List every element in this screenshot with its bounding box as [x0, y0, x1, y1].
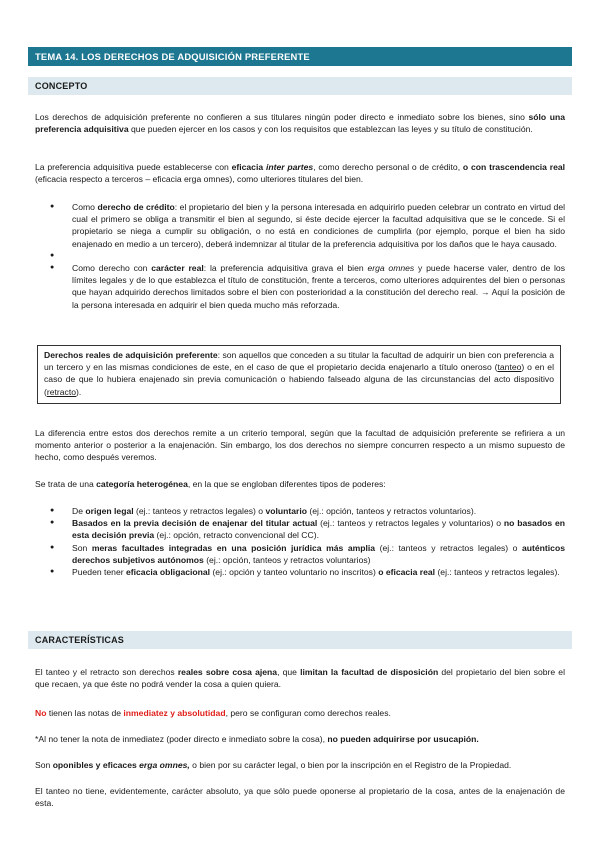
- text-run: ) o en el caso de que lo hubiera enajenado sin previa comunicación o habiendo falseado alguna de las circunstancias del acto dispositivo (: [44, 362, 554, 397]
- text-run: Como derecho con: [72, 263, 152, 274]
- text-run: ).: [76, 386, 82, 397]
- text-run: : la preferencia adquisitiva grava el bien: [203, 263, 368, 274]
- text-run: (ej.: opción, tanteos y retractos voluntarios): [203, 554, 371, 565]
- italic-run: erga omnes: [367, 263, 415, 274]
- text-run: : el propietario del bien y la persona interesada en adquirirlo pueden celebrar un contrato en virtud del cual el primero se obliga a transmitir el bien al segundo, si éste decide ejercer la facultad adquisitiva que se le concede. Si el propietario se niega a cumplir su obligación, o no está en condiciones de cumplirla (por ejemplo, porque el bien ha sido enajenado en medio a un tercero), deberá indemnizar al titular de la preferencia adquisitiva por los daños que le haya causado.: [72, 202, 566, 249]
- text-run: , como derecho personal o de crédito,: [313, 162, 463, 172]
- bold-run: categoría heterogénea: [96, 479, 188, 489]
- bold-run: Derechos reales de adquisición preferente: [44, 350, 218, 360]
- text-run: tienen las notas de: [46, 708, 124, 718]
- bold-red-run: inmediatez y absolutidad: [123, 708, 226, 718]
- bold-run: eficacia: [231, 162, 266, 172]
- text-run: del propietario del bien sobre el que recaen, ya que éste no podrá vender la cosa a quien quiera.: [35, 667, 565, 690]
- paragraph-concepto-3: La diferencia entre estos dos derechos remite a un criterio temporal, según que la facultad de adquisición preferente se refiriera a un momento anterior o posterior a la enajenación. Sin embargo, los dos derechos no siempre concurren respecto a un mismo supuesto de hecho, como después veremos.: [35, 428, 565, 463]
- text-run: Son: [72, 542, 92, 553]
- bold-italic-run: erga omnes,: [139, 760, 190, 770]
- text-run: , pero se configuran como derechos reales.: [225, 708, 391, 718]
- text-run: La preferencia adquisitiva puede establecerse con: [35, 162, 232, 172]
- text-run: (ej.: tanteos y retractos legales) o: [133, 506, 266, 516]
- text-run: : son aquellos que conceden a su titular la facultad de adquirir un bien con preferencia a un tercero y en las mismas condiciones de este, en el caso de que el propietario decida enajenarlo a título oneroso (: [44, 350, 554, 373]
- bold-run: reales sobre cosa ajena: [177, 667, 278, 677]
- paragraph-caracteristicas-5: El tanteo no tiene, evidentemente, carácter absoluto, ya que sólo puede oponerse al propietario de la cosa, antes de la enajenación de esta.: [35, 786, 565, 809]
- list-item-empty: [35, 250, 565, 262]
- list-item: [35, 201, 565, 250]
- list-item: [35, 542, 565, 566]
- text-run: (ej.: opción y tanteo voluntario no inscritos): [210, 567, 379, 578]
- bold-run: oponibles y eficaces: [52, 760, 140, 770]
- paragraph-caracteristicas-4: [35, 759, 565, 771]
- paragraph-caracteristicas-1: [35, 666, 565, 690]
- text-run: De: [72, 506, 86, 516]
- text-run: (ej.: opción, tanteos y retractos voluntarios).: [307, 506, 477, 516]
- list-item: [35, 517, 565, 541]
- definition-box: [37, 345, 561, 404]
- underlined-run: tanteo: [497, 362, 522, 373]
- text-run: El tanteo y el retracto son derechos: [35, 667, 178, 677]
- text-run: (ej.: tanteos y retractos legales y voluntarios) o: [317, 518, 504, 529]
- text-run: (ej.: tanteos y retractos legales) o: [375, 542, 522, 553]
- bullet-list-poderes: [35, 505, 565, 578]
- bold-run: limitan la facultad de disposición: [300, 667, 439, 677]
- paragraph-caracteristicas-2: [35, 707, 565, 719]
- text-run: (ej.: tanteos y retractos legales).: [435, 567, 560, 578]
- bold-run: no basados en esta decisión previa: [72, 518, 565, 541]
- page-title: TEMA 14. LOS DERECHOS DE ADQUISICIÓN PREFERENTE: [28, 47, 572, 66]
- list-item: [35, 505, 565, 517]
- bold-italic-run: inter partes: [265, 162, 314, 172]
- bold-run: meras facultades integradas en una posición jurídica más amplia: [91, 542, 376, 553]
- bold-run: Basados en la previa decisión de enajenar del titular actual: [72, 518, 318, 529]
- text-run: Los derechos de adquisición preferente no confieren a sus titulares ningún poder directo e inmediato sobre los bienes, sino: [35, 112, 529, 122]
- bold-run: o con trascendencia real: [462, 162, 566, 172]
- bold-run: sólo una preferencia adquisitiva: [35, 112, 565, 135]
- bold-run: voluntario: [265, 506, 307, 516]
- underlined-run: retracto: [46, 386, 77, 397]
- text-run: (eficacia respecto a terceros – eficacia erga omnes), como ulteriores titulares del bien.: [35, 174, 364, 185]
- bold-run: eficacia obligacional: [126, 567, 211, 578]
- text-run: que pueden ejercer en los casos y con los requisitos que establezcan las leyes y su título de constitución.: [128, 124, 533, 135]
- bold-run: o eficacia real: [378, 567, 436, 578]
- bold-run: auténticos derechos subjetivos autónomos: [72, 542, 565, 565]
- list-item: [35, 566, 565, 578]
- paragraph-caracteristicas-3: [35, 733, 565, 745]
- list-item: [35, 262, 565, 311]
- paragraph-concepto-1: [35, 111, 565, 135]
- text-run: Como: [72, 202, 98, 212]
- paragraph-concepto-2: [35, 161, 565, 185]
- bullet-list-eficacia: [35, 201, 565, 311]
- paragraph-concepto-4: [35, 478, 565, 490]
- text-run: , que: [277, 667, 301, 677]
- text-run: Se trata de una: [35, 479, 97, 489]
- section-heading-concepto: CONCEPTO: [28, 77, 572, 95]
- bold-run: derecho de crédito: [97, 202, 175, 212]
- text-run: Son: [35, 760, 53, 770]
- bold-red-run: No: [35, 708, 47, 718]
- bold-run: no pueden adquirirse por usucapión.: [327, 734, 479, 744]
- text-run: o bien por su carácter legal, o bien por la inscripción en el Registro de la Propiedad.: [189, 760, 512, 770]
- text-run: y puede hacerse valer, dentro de los límites legales y de lo que establezca el título de constitución, frente a terceros, como ulteriores adquirentes del bien o personas que hayan adquirido derechos limitados sobre el bien con posterioridad a la constitución del derecho real. → Aquí la posición de la persona interesada en adquirir el bien queda mucho más reforzada.: [72, 263, 566, 310]
- bold-run: origen legal: [85, 506, 134, 516]
- text-run: (ej.: opción, retracto convencional del CC).: [154, 530, 319, 541]
- text-run: *Al no tener la nota de inmediatez (poder directo e inmediato sobre la cosa),: [35, 734, 328, 744]
- section-heading-caracteristicas: CARACTERÍSTICAS: [28, 631, 572, 649]
- text-run: , en la que se engloban diferentes tipos de poderes:: [187, 479, 386, 489]
- text-run: Pueden tener: [72, 567, 126, 578]
- bold-run: carácter real: [151, 263, 204, 274]
